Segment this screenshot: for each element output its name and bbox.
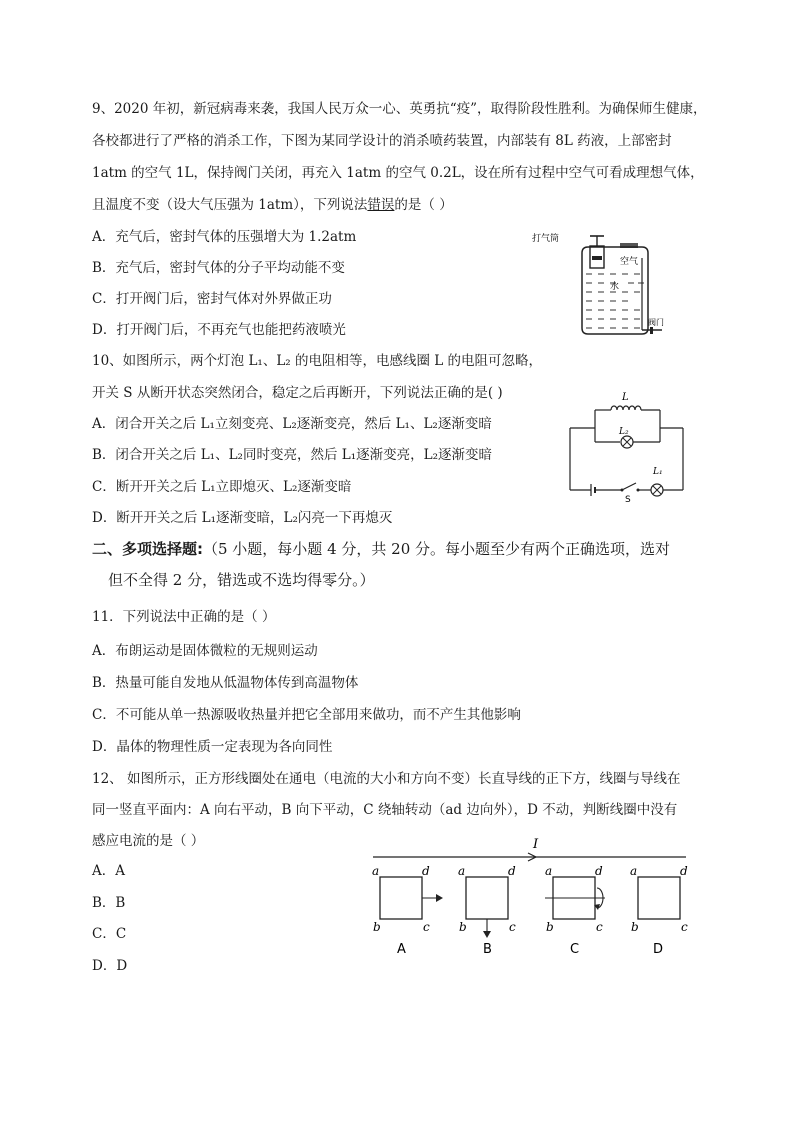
right-arrow-icon: [436, 894, 443, 902]
q10-option-c: C．断开开关之后 L₁立即熄灭、L₂逐渐变暗: [92, 479, 352, 495]
switch-label: S: [625, 495, 631, 505]
q12-option-d: D．D: [92, 958, 128, 974]
section-2-heading-line-2: 但不全得 2 分，错选或不选均得零分。）: [108, 571, 375, 589]
coil-c-corner-a: a: [545, 864, 553, 878]
q9-stem-line-3: 1atm 的空气 1L，保持阀门关闭，再充入 1atm 的空气 0.2L，设在所有过程中空气可看成理想气体，: [92, 165, 704, 181]
panel-label-a: A: [397, 942, 406, 957]
section-2-rules: （5 小题，每小题 4 分，共 20 分。每小题至少有两个正确选项，选对: [203, 540, 671, 558]
coil-c-corner-b: b: [546, 920, 554, 934]
q12-stem-line-2: 同一竖直平面内：A 向右平动，B 向下平动，C 绕轴转动（ad 边向外），D 不动，判断线圈中没有: [92, 802, 678, 818]
q10-circuit-figure: [565, 390, 690, 505]
q11-option-c: C．不可能从单一热源吸收热量并把它全部用来做功，而不产生其他影响: [92, 707, 521, 723]
q9-emphasis-word: 错误: [367, 197, 395, 213]
pump-label: 打气筒: [532, 234, 560, 244]
coil-b-corner-a: a: [458, 864, 466, 878]
q11-option-d: D．晶体的物理性质一定表现为各向同性: [92, 739, 333, 755]
q9-option-d: D．打开阀门后，不再充气也能把药液喷光: [92, 322, 346, 338]
q9-option-c: C．打开阀门后，密封气体对外界做正功: [92, 291, 332, 307]
q9-stem-line-4: [92, 196, 453, 214]
coil-b-corner-b: b: [459, 920, 467, 934]
coil-b: [466, 877, 508, 919]
coil-a-corner-a: a: [372, 864, 380, 878]
q10-stem-line-2: 开关 S 从断开状态突然闭合，稳定之后再断开，下列说法正确的是( ): [92, 385, 503, 401]
q11-option-b: B．热量可能自发地从低温物体传到高温物体: [92, 675, 359, 691]
q9-stem-line-1: 9、2020 年初，新冠病毒来袭，我国人民万众一心、英勇抗“疫”，取得阶段性胜利。为确保师生健康，: [92, 101, 707, 117]
panel-label-d: D: [653, 942, 664, 957]
coil-d-corner-c: c: [681, 920, 688, 934]
coil-a: [380, 877, 422, 919]
q9-option-a: A．充气后，密封气体的压强增大为 1.2atm: [92, 229, 357, 245]
coil-d-corner-d: d: [680, 864, 688, 878]
coil-b-corner-c: c: [509, 920, 516, 934]
q9-stem-line-2: 各校都进行了严格的消杀工作，下图为某同学设计的消杀喷药装置，内部装有 8L 药液，上部密封: [92, 133, 672, 149]
q12-stem-line-1: 12、 如图所示，正方形线圈处在通电（电流的大小和方向不变）长直导线的正下方，线圈与导线在: [92, 771, 681, 787]
coil-a-corner-d: d: [422, 864, 430, 878]
current-label: I: [533, 837, 539, 852]
q9-spray-device-figure: [530, 228, 670, 348]
coil-d: [638, 877, 680, 919]
q11-stem: 11．下列说法中正确的是（ ）: [92, 609, 276, 625]
coil-c-corner-d: d: [595, 864, 603, 878]
q12-coils-figure: [368, 835, 693, 960]
q10-option-a: A．闭合开关之后 L₁立刻变亮、L₂逐渐变亮，然后 L₁、L₂逐渐变暗: [92, 416, 492, 432]
q10-option-b: B．闭合开关之后 L₁、L₂同时变亮，然后 L₁逐渐变亮，L₂逐渐变暗: [92, 447, 493, 463]
coil-c-corner-c: c: [596, 920, 603, 934]
q12-option-a: A．A: [92, 863, 125, 879]
q10-option-d: D．断开开关之后 L₁逐渐变暗，L₂闪亮一下再熄灭: [92, 510, 393, 526]
lamp-l2-label: L₂: [619, 427, 629, 437]
coil-d-corner-b: b: [631, 920, 639, 934]
inductor-label: L: [622, 392, 629, 403]
q12-option-c: C．C: [92, 926, 127, 942]
coil-a-corner-c: c: [423, 920, 430, 934]
coil-d-corner-a: a: [630, 864, 638, 878]
switch-icon: [622, 483, 636, 490]
panel-label-c: C: [570, 942, 580, 957]
coil-a-corner-b: b: [373, 920, 381, 934]
q12-stem-line-3: 感应电流的是（ ）: [92, 833, 205, 849]
lamp-l1-label: L₁: [653, 467, 663, 477]
q12-option-b: B．B: [92, 895, 126, 911]
q9-option-b: B．充气后，密封气体的分子平均动能不变: [92, 260, 345, 276]
valve-label: 阀门: [648, 318, 664, 327]
air-label: 空气: [620, 257, 639, 267]
q11-option-a: A．布朗运动是固体微粒的无规则运动: [92, 643, 318, 659]
q10-stem-line-1: 10、如图所示，两个灯泡 L₁、L₂ 的电阻相等，电感线圈 L 的电阻可忽略，: [92, 353, 543, 369]
section-2-title: 二、多项选择题:: [92, 540, 203, 558]
q9-stem-line-4-suffix: 的是（ ）: [394, 197, 453, 213]
q9-stem-line-4-prefix: 且温度不变（设大气压强为 1atm），下列说法: [92, 197, 368, 213]
coil-b-corner-d: d: [508, 864, 516, 878]
water-label: 水: [610, 282, 620, 292]
down-arrow-icon: [483, 931, 491, 938]
panel-label-b: B: [483, 942, 492, 957]
section-2-heading-line-1: [92, 539, 670, 559]
